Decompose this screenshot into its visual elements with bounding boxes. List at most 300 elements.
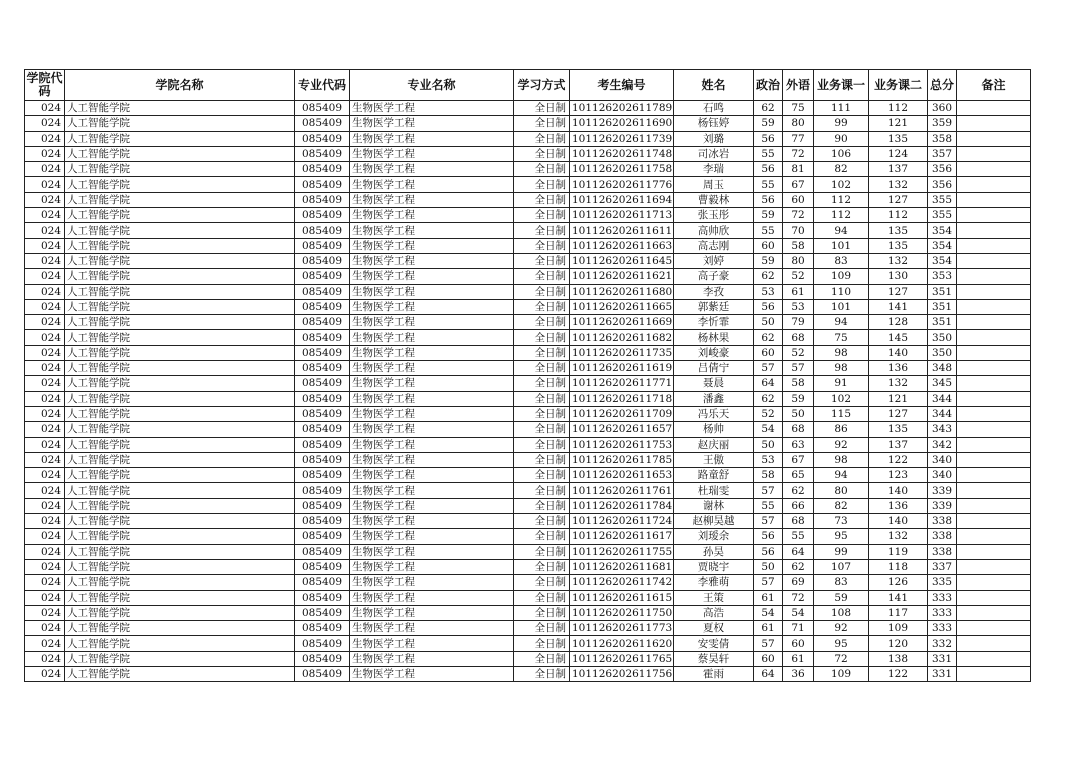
cell-subject-1-score: 73 [814, 514, 869, 529]
cell-subject-1-score: 110 [814, 284, 869, 299]
col-header-total: 总分 [928, 70, 957, 101]
cell-major-name: 生物医学工程 [350, 452, 514, 467]
cell-foreign-language-score: 79 [783, 315, 814, 330]
cell-foreign-language-score: 58 [783, 238, 814, 253]
cell-major-name: 生物医学工程 [350, 330, 514, 345]
cell-remark [957, 116, 1031, 131]
cell-major-code: 085409 [295, 116, 350, 131]
cell-major-code: 085409 [295, 361, 350, 376]
cell-politics-score: 58 [754, 468, 783, 483]
cell-college-name: 人工智能学院 [65, 636, 295, 651]
cell-college-code: 024 [25, 162, 65, 177]
col-header-subject-2: 业务课二 [869, 70, 928, 101]
cell-politics-score: 57 [754, 361, 783, 376]
cell-foreign-language-score: 77 [783, 131, 814, 146]
cell-college-name: 人工智能学院 [65, 575, 295, 590]
cell-exam-id: 101126202611761 [570, 483, 674, 498]
cell-study-mode: 全日制 [514, 559, 570, 574]
cell-student-name: 杜瑞雯 [674, 483, 754, 498]
cell-major-code: 085409 [295, 422, 350, 437]
table-row [25, 330, 1031, 345]
cell-major-code: 085409 [295, 621, 350, 636]
cell-major-code: 085409 [295, 315, 350, 330]
cell-total-score: 339 [928, 483, 957, 498]
cell-college-code: 024 [25, 269, 65, 284]
cell-study-mode: 全日制 [514, 284, 570, 299]
cell-remark [957, 223, 1031, 238]
cell-remark [957, 437, 1031, 452]
cell-study-mode: 全日制 [514, 406, 570, 421]
table-row [25, 223, 1031, 238]
cell-major-name: 生物医学工程 [350, 514, 514, 529]
cell-total-score: 340 [928, 452, 957, 467]
cell-study-mode: 全日制 [514, 177, 570, 192]
col-header-exam-id: 考生编号 [570, 70, 674, 101]
cell-foreign-language-score: 68 [783, 422, 814, 437]
cell-subject-1-score: 99 [814, 544, 869, 559]
table-row [25, 468, 1031, 483]
table-row [25, 101, 1031, 116]
cell-study-mode: 全日制 [514, 544, 570, 559]
cell-politics-score: 62 [754, 330, 783, 345]
cell-subject-2-score: 140 [869, 514, 928, 529]
cell-college-code: 024 [25, 376, 65, 391]
cell-remark [957, 208, 1031, 223]
cell-remark [957, 514, 1031, 529]
cell-politics-score: 62 [754, 269, 783, 284]
cell-major-name: 生物医学工程 [350, 559, 514, 574]
table-row [25, 345, 1031, 360]
cell-subject-1-score: 59 [814, 590, 869, 605]
cell-politics-score: 60 [754, 238, 783, 253]
cell-total-score: 354 [928, 238, 957, 253]
cell-foreign-language-score: 71 [783, 621, 814, 636]
cell-total-score: 338 [928, 544, 957, 559]
cell-subject-1-score: 75 [814, 330, 869, 345]
cell-politics-score: 62 [754, 391, 783, 406]
cell-foreign-language-score: 70 [783, 223, 814, 238]
cell-total-score: 351 [928, 284, 957, 299]
cell-exam-id: 101126202611748 [570, 146, 674, 161]
cell-study-mode: 全日制 [514, 590, 570, 605]
admission-score-table [24, 69, 1031, 682]
cell-major-code: 085409 [295, 514, 350, 529]
cell-foreign-language-score: 50 [783, 406, 814, 421]
cell-college-name: 人工智能学院 [65, 422, 295, 437]
cell-subject-2-score: 132 [869, 177, 928, 192]
cell-college-code: 024 [25, 422, 65, 437]
cell-politics-score: 50 [754, 437, 783, 452]
cell-college-code: 024 [25, 192, 65, 207]
cell-study-mode: 全日制 [514, 468, 570, 483]
cell-student-name: 聂晨 [674, 376, 754, 391]
cell-study-mode: 全日制 [514, 223, 570, 238]
cell-college-name: 人工智能学院 [65, 391, 295, 406]
cell-subject-2-score: 137 [869, 437, 928, 452]
cell-subject-1-score: 91 [814, 376, 869, 391]
cell-study-mode: 全日制 [514, 253, 570, 268]
table-row [25, 391, 1031, 406]
cell-remark [957, 636, 1031, 651]
cell-total-score: 355 [928, 192, 957, 207]
cell-total-score: 335 [928, 575, 957, 590]
cell-college-code: 024 [25, 468, 65, 483]
cell-subject-2-score: 127 [869, 192, 928, 207]
cell-total-score: 333 [928, 590, 957, 605]
cell-student-name: 曹毅林 [674, 192, 754, 207]
cell-foreign-language-score: 62 [783, 559, 814, 574]
cell-total-score: 344 [928, 406, 957, 421]
cell-subject-1-score: 112 [814, 192, 869, 207]
cell-subject-2-score: 127 [869, 406, 928, 421]
cell-total-score: 356 [928, 162, 957, 177]
cell-major-name: 生物医学工程 [350, 605, 514, 620]
cell-remark [957, 590, 1031, 605]
cell-major-code: 085409 [295, 162, 350, 177]
cell-politics-score: 55 [754, 223, 783, 238]
cell-college-name: 人工智能学院 [65, 330, 295, 345]
cell-remark [957, 529, 1031, 544]
cell-subject-2-score: 140 [869, 483, 928, 498]
cell-study-mode: 全日制 [514, 376, 570, 391]
cell-study-mode: 全日制 [514, 529, 570, 544]
cell-exam-id: 101126202611735 [570, 345, 674, 360]
table-row [25, 483, 1031, 498]
cell-study-mode: 全日制 [514, 575, 570, 590]
cell-major-code: 085409 [295, 345, 350, 360]
cell-subject-1-score: 101 [814, 299, 869, 314]
cell-major-code: 085409 [295, 636, 350, 651]
col-header-major-code: 专业代码 [295, 70, 350, 101]
cell-study-mode: 全日制 [514, 299, 570, 314]
cell-politics-score: 59 [754, 208, 783, 223]
cell-total-score: 353 [928, 269, 957, 284]
table-row [25, 284, 1031, 299]
cell-college-name: 人工智能学院 [65, 514, 295, 529]
cell-subject-1-score: 102 [814, 391, 869, 406]
cell-student-name: 贾晓宇 [674, 559, 754, 574]
cell-college-name: 人工智能学院 [65, 529, 295, 544]
cell-politics-score: 56 [754, 299, 783, 314]
cell-foreign-language-score: 60 [783, 636, 814, 651]
cell-politics-score: 59 [754, 116, 783, 131]
table-row [25, 361, 1031, 376]
cell-remark [957, 666, 1031, 681]
table-row [25, 529, 1031, 544]
cell-study-mode: 全日制 [514, 101, 570, 116]
cell-subject-1-score: 92 [814, 621, 869, 636]
cell-subject-2-score: 141 [869, 299, 928, 314]
cell-major-code: 085409 [295, 253, 350, 268]
cell-total-score: 345 [928, 376, 957, 391]
col-header-remark: 备注 [957, 70, 1031, 101]
cell-politics-score: 57 [754, 483, 783, 498]
cell-major-name: 生物医学工程 [350, 361, 514, 376]
cell-subject-1-score: 72 [814, 651, 869, 666]
cell-college-code: 024 [25, 315, 65, 330]
cell-exam-id: 101126202611718 [570, 391, 674, 406]
cell-remark [957, 299, 1031, 314]
cell-exam-id: 101126202611653 [570, 468, 674, 483]
cell-subject-1-score: 98 [814, 345, 869, 360]
cell-study-mode: 全日制 [514, 146, 570, 161]
cell-major-name: 生物医学工程 [350, 437, 514, 452]
cell-remark [957, 651, 1031, 666]
cell-college-code: 024 [25, 330, 65, 345]
cell-college-code: 024 [25, 636, 65, 651]
cell-remark [957, 177, 1031, 192]
cell-foreign-language-score: 60 [783, 192, 814, 207]
header-row [25, 70, 1031, 101]
cell-study-mode: 全日制 [514, 651, 570, 666]
cell-major-name: 生物医学工程 [350, 621, 514, 636]
cell-remark [957, 146, 1031, 161]
cell-student-name: 孙昊 [674, 544, 754, 559]
table-row [25, 514, 1031, 529]
table-row [25, 376, 1031, 391]
cell-subject-2-score: 123 [869, 468, 928, 483]
cell-exam-id: 101126202611663 [570, 238, 674, 253]
cell-exam-id: 101126202611773 [570, 621, 674, 636]
cell-student-name: 冯乐天 [674, 406, 754, 421]
cell-total-score: 350 [928, 330, 957, 345]
cell-study-mode: 全日制 [514, 636, 570, 651]
cell-study-mode: 全日制 [514, 131, 570, 146]
table-row [25, 437, 1031, 452]
cell-exam-id: 101126202611713 [570, 208, 674, 223]
cell-major-code: 085409 [295, 651, 350, 666]
cell-college-name: 人工智能学院 [65, 437, 295, 452]
cell-remark [957, 284, 1031, 299]
cell-student-name: 张玉彤 [674, 208, 754, 223]
cell-major-name: 生物医学工程 [350, 177, 514, 192]
cell-college-code: 024 [25, 437, 65, 452]
cell-student-name: 周玉 [674, 177, 754, 192]
cell-major-code: 085409 [295, 177, 350, 192]
cell-college-code: 024 [25, 529, 65, 544]
table-row [25, 299, 1031, 314]
cell-total-score: 355 [928, 208, 957, 223]
cell-college-code: 024 [25, 666, 65, 681]
cell-study-mode: 全日制 [514, 666, 570, 681]
cell-exam-id: 101126202611784 [570, 498, 674, 513]
cell-foreign-language-score: 54 [783, 605, 814, 620]
cell-student-name: 李雅萌 [674, 575, 754, 590]
cell-exam-id: 101126202611776 [570, 177, 674, 192]
table-row [25, 559, 1031, 574]
cell-major-name: 生物医学工程 [350, 284, 514, 299]
cell-major-name: 生物医学工程 [350, 529, 514, 544]
table-row [25, 253, 1031, 268]
cell-remark [957, 544, 1031, 559]
col-header-college-code: 学院代码 [25, 70, 65, 101]
col-header-study-mode: 学习方式 [514, 70, 570, 101]
cell-college-name: 人工智能学院 [65, 345, 295, 360]
cell-foreign-language-score: 80 [783, 253, 814, 268]
cell-study-mode: 全日制 [514, 437, 570, 452]
cell-exam-id: 101126202611690 [570, 116, 674, 131]
cell-subject-2-score: 138 [869, 651, 928, 666]
cell-college-code: 024 [25, 131, 65, 146]
table-row [25, 422, 1031, 437]
cell-college-code: 024 [25, 575, 65, 590]
cell-college-code: 024 [25, 116, 65, 131]
cell-subject-1-score: 109 [814, 269, 869, 284]
cell-college-code: 024 [25, 483, 65, 498]
cell-politics-score: 57 [754, 575, 783, 590]
cell-exam-id: 101126202611681 [570, 559, 674, 574]
cell-subject-1-score: 95 [814, 636, 869, 651]
cell-foreign-language-score: 36 [783, 666, 814, 681]
cell-politics-score: 53 [754, 284, 783, 299]
table-row [25, 238, 1031, 253]
cell-college-code: 024 [25, 345, 65, 360]
cell-politics-score: 50 [754, 315, 783, 330]
cell-college-name: 人工智能学院 [65, 162, 295, 177]
cell-major-code: 085409 [295, 468, 350, 483]
cell-foreign-language-score: 67 [783, 177, 814, 192]
cell-foreign-language-score: 52 [783, 269, 814, 284]
cell-college-code: 024 [25, 253, 65, 268]
cell-politics-score: 56 [754, 529, 783, 544]
cell-college-code: 024 [25, 223, 65, 238]
table-body [25, 101, 1031, 682]
cell-study-mode: 全日制 [514, 330, 570, 345]
cell-subject-2-score: 121 [869, 116, 928, 131]
cell-total-score: 351 [928, 315, 957, 330]
cell-remark [957, 162, 1031, 177]
cell-total-score: 359 [928, 116, 957, 131]
cell-student-name: 刘璐 [674, 131, 754, 146]
cell-total-score: 350 [928, 345, 957, 360]
cell-foreign-language-score: 57 [783, 361, 814, 376]
cell-college-name: 人工智能学院 [65, 315, 295, 330]
cell-foreign-language-score: 67 [783, 452, 814, 467]
cell-total-score: 351 [928, 299, 957, 314]
cell-study-mode: 全日制 [514, 238, 570, 253]
cell-subject-1-score: 94 [814, 315, 869, 330]
cell-study-mode: 全日制 [514, 162, 570, 177]
cell-total-score: 331 [928, 666, 957, 681]
cell-total-score: 333 [928, 605, 957, 620]
col-header-major-name: 专业名称 [350, 70, 514, 101]
cell-college-code: 024 [25, 406, 65, 421]
table-row [25, 651, 1031, 666]
cell-major-name: 生物医学工程 [350, 146, 514, 161]
cell-college-name: 人工智能学院 [65, 559, 295, 574]
cell-total-score: 358 [928, 131, 957, 146]
cell-exam-id: 101126202611756 [570, 666, 674, 681]
cell-foreign-language-score: 63 [783, 437, 814, 452]
score-sheet [24, 69, 1031, 682]
cell-subject-1-score: 106 [814, 146, 869, 161]
cell-major-name: 生物医学工程 [350, 131, 514, 146]
table-row [25, 315, 1031, 330]
cell-college-code: 024 [25, 559, 65, 574]
cell-college-name: 人工智能学院 [65, 269, 295, 284]
cell-foreign-language-score: 61 [783, 284, 814, 299]
cell-total-score: 354 [928, 223, 957, 238]
cell-politics-score: 54 [754, 422, 783, 437]
cell-student-name: 赵庆丽 [674, 437, 754, 452]
cell-politics-score: 54 [754, 605, 783, 620]
cell-subject-1-score: 101 [814, 238, 869, 253]
cell-college-name: 人工智能学院 [65, 299, 295, 314]
cell-major-name: 生物医学工程 [350, 253, 514, 268]
cell-major-code: 085409 [295, 666, 350, 681]
cell-major-name: 生物医学工程 [350, 651, 514, 666]
cell-major-name: 生物医学工程 [350, 391, 514, 406]
cell-major-name: 生物医学工程 [350, 116, 514, 131]
cell-total-score: 331 [928, 651, 957, 666]
cell-major-code: 085409 [295, 192, 350, 207]
cell-remark [957, 391, 1031, 406]
cell-student-name: 谢林 [674, 498, 754, 513]
cell-exam-id: 101126202611724 [570, 514, 674, 529]
cell-student-name: 郭紫廷 [674, 299, 754, 314]
cell-politics-score: 64 [754, 376, 783, 391]
cell-total-score: 338 [928, 529, 957, 544]
table-row [25, 131, 1031, 146]
cell-foreign-language-score: 69 [783, 575, 814, 590]
cell-foreign-language-score: 65 [783, 468, 814, 483]
table-row [25, 177, 1031, 192]
cell-remark [957, 575, 1031, 590]
cell-student-name: 李孜 [674, 284, 754, 299]
cell-remark [957, 406, 1031, 421]
cell-college-name: 人工智能学院 [65, 238, 295, 253]
cell-exam-id: 101126202611758 [570, 162, 674, 177]
cell-major-code: 085409 [295, 575, 350, 590]
table-row [25, 590, 1031, 605]
cell-study-mode: 全日制 [514, 514, 570, 529]
cell-student-name: 高浩 [674, 605, 754, 620]
cell-exam-id: 101126202611753 [570, 437, 674, 452]
cell-college-name: 人工智能学院 [65, 605, 295, 620]
cell-major-name: 生物医学工程 [350, 483, 514, 498]
cell-subject-2-score: 118 [869, 559, 928, 574]
table-row [25, 621, 1031, 636]
cell-college-code: 024 [25, 208, 65, 223]
cell-major-code: 085409 [295, 406, 350, 421]
cell-major-code: 085409 [295, 452, 350, 467]
cell-college-name: 人工智能学院 [65, 590, 295, 605]
cell-student-name: 高志刚 [674, 238, 754, 253]
cell-study-mode: 全日制 [514, 269, 570, 284]
cell-total-score: 357 [928, 146, 957, 161]
cell-politics-score: 62 [754, 101, 783, 116]
cell-exam-id: 101126202611657 [570, 422, 674, 437]
cell-remark [957, 238, 1031, 253]
cell-subject-2-score: 136 [869, 361, 928, 376]
cell-college-name: 人工智能学院 [65, 361, 295, 376]
table-row [25, 146, 1031, 161]
table-row [25, 605, 1031, 620]
cell-subject-2-score: 137 [869, 162, 928, 177]
cell-subject-1-score: 102 [814, 177, 869, 192]
cell-student-name: 安雯倩 [674, 636, 754, 651]
cell-college-code: 024 [25, 101, 65, 116]
cell-student-name: 吕倩宁 [674, 361, 754, 376]
cell-total-score: 356 [928, 177, 957, 192]
cell-exam-id: 101126202611709 [570, 406, 674, 421]
cell-college-name: 人工智能学院 [65, 284, 295, 299]
cell-student-name: 路童舒 [674, 468, 754, 483]
cell-major-name: 生物医学工程 [350, 315, 514, 330]
cell-college-code: 024 [25, 177, 65, 192]
cell-student-name: 刘婷 [674, 253, 754, 268]
table-row [25, 498, 1031, 513]
